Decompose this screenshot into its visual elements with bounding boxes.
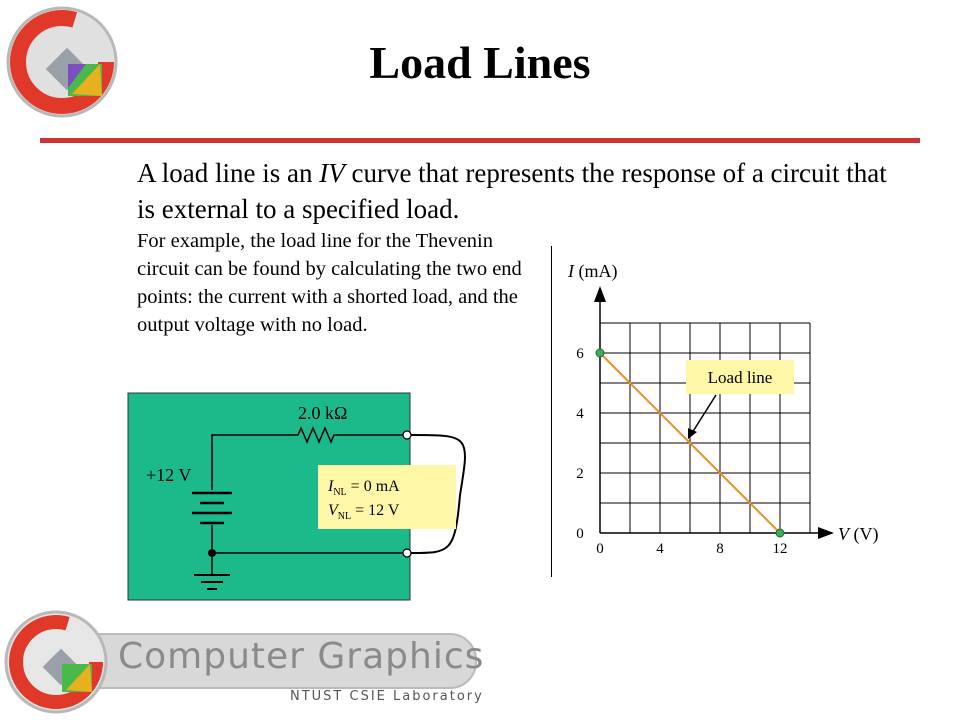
y-tick-label: 0: [576, 526, 584, 542]
intro-suffix: curve that represents the response of a circuit that is external to a specified load.: [137, 158, 887, 224]
chart-grid: [600, 323, 810, 533]
y-tick-label: 6: [576, 346, 584, 362]
title-divider: [40, 138, 920, 143]
terminal-bottom: [403, 549, 411, 557]
callout-arrow: [692, 395, 716, 433]
intro-italic: IV: [319, 158, 345, 188]
x-tick-label: 0: [596, 541, 604, 557]
intro-prefix: A load line is an: [137, 158, 320, 188]
load-line-label: Load line: [707, 368, 773, 387]
thevenin-circuit: [120, 385, 480, 605]
y-axis-arrow: [594, 286, 606, 302]
x-tick-label: 8: [716, 541, 724, 557]
x-axis-label: V (V): [838, 524, 879, 544]
page-title: Load Lines: [369, 37, 591, 88]
vnl-text: $V_{NL} = 12$ V: [328, 502, 400, 522]
load-line-chart: [560, 250, 920, 580]
x-axis-arrow: [818, 527, 834, 539]
source-label: +12 V: [146, 465, 192, 485]
inl-text: $I_{NL} = 0$ mA: [328, 478, 400, 498]
x-tick-label: 12: [772, 541, 788, 557]
terminal-top: [403, 431, 411, 439]
x-tick-label: 4: [656, 541, 664, 557]
endpoint-marker: [776, 529, 784, 537]
endpoint-marker: [596, 349, 604, 357]
lab-name: NTUST CSIE Laboratory: [290, 689, 484, 704]
example-paragraph: For example, the load line for the Thevenin circuit can be found by calculating the two end points: the current with a shorted load, and the output voltage with no load.: [137, 230, 522, 336]
vertical-divider: [551, 246, 552, 577]
y-axis-label: I (mA): [568, 261, 618, 281]
y-tick-label: 2: [576, 466, 584, 482]
y-tick-label: 4: [576, 406, 584, 422]
resistor-label: 2.0 kΩ: [298, 403, 348, 423]
intro-paragraph: [137, 155, 897, 227]
brand-name: Computer Graphics: [118, 636, 485, 677]
